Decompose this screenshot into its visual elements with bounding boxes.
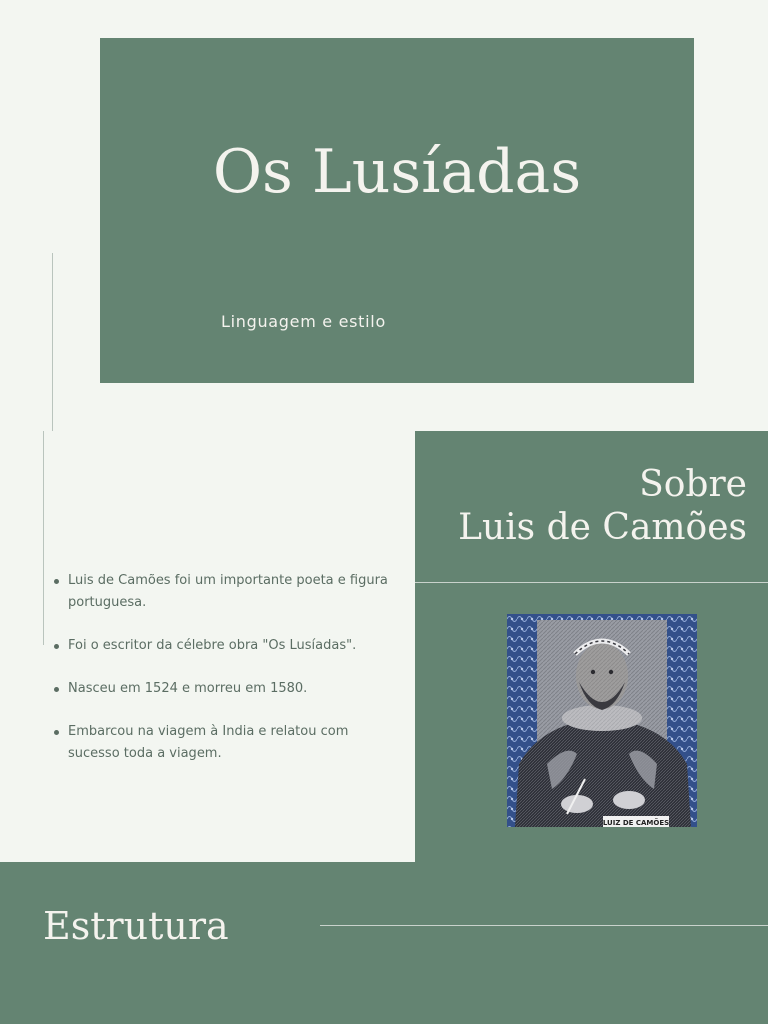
divider — [320, 925, 768, 926]
decorative-vertical-line — [43, 431, 44, 645]
list-item — [54, 635, 394, 657]
bullet-text: Embarcou na viagem à India e relatou com sucesso toda a viagem. — [68, 724, 349, 761]
page-subtitle: Linguagem e estilo — [221, 312, 386, 331]
bullet-icon — [54, 687, 59, 692]
bullet-icon — [54, 730, 59, 735]
bullet-icon — [54, 579, 59, 584]
bullet-icon — [54, 644, 59, 649]
decorative-vertical-line — [52, 253, 53, 431]
page-title: Os Lusíadas — [212, 137, 582, 207]
bullet-text: Foi o escritor da célebre obra "Os Lusíadas". — [68, 638, 357, 653]
bullet-text: Luis de Camões foi um importante poeta e figura portuguesa. — [68, 573, 388, 610]
portrait-image — [507, 614, 697, 827]
about-heading-line1: Sobre — [639, 464, 747, 505]
title-card — [100, 38, 694, 383]
section-title: Estrutura — [43, 904, 229, 948]
about-bullet-list — [54, 570, 394, 786]
about-heading — [415, 463, 747, 549]
divider — [415, 582, 768, 583]
about-heading-line2: Luis de Camões — [458, 507, 747, 548]
list-item — [54, 570, 394, 614]
bullet-text: Nasceu em 1524 e morreu em 1580. — [68, 681, 308, 696]
section-band — [0, 862, 768, 1024]
portrait-caption: LUIZ DE CAMÕES — [602, 819, 670, 827]
list-item — [54, 678, 394, 700]
list-item — [54, 721, 394, 765]
